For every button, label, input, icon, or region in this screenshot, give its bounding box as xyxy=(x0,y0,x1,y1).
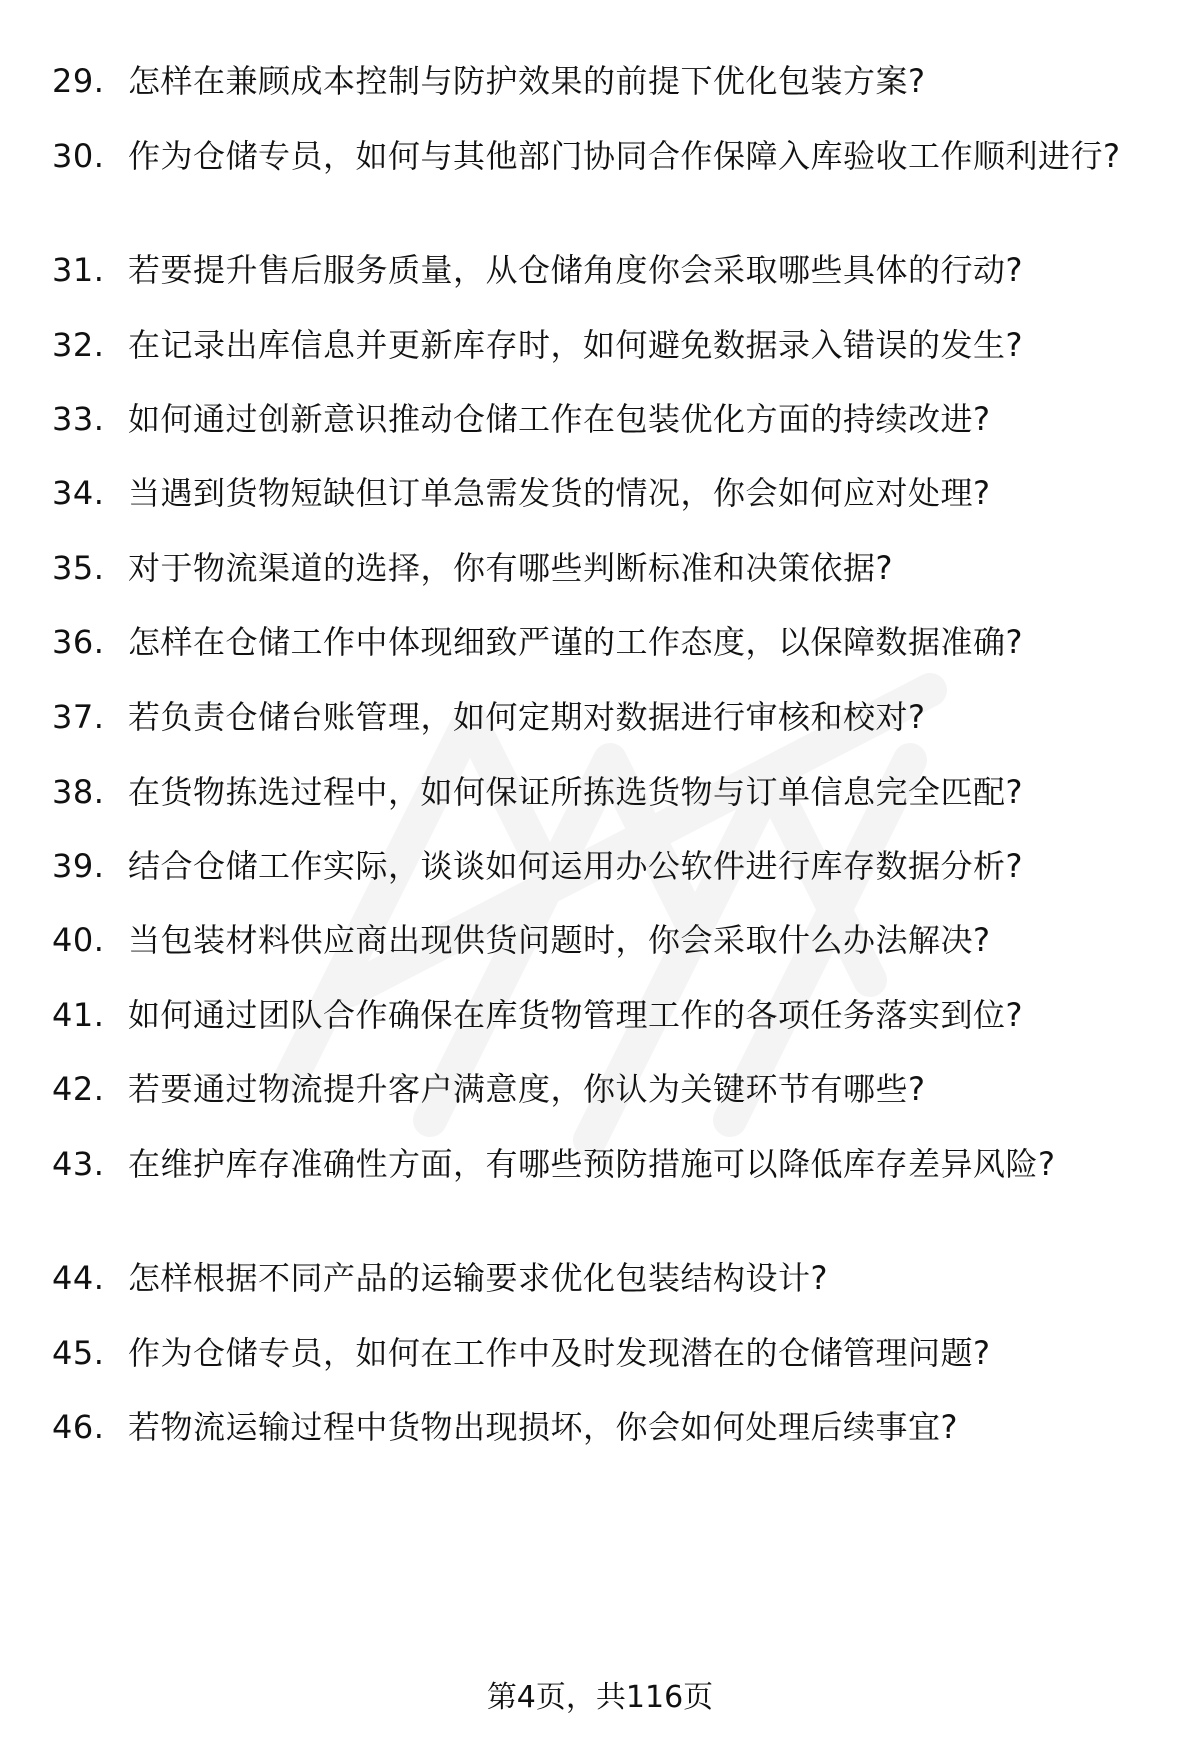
question-number: 33. xyxy=(52,400,105,438)
question-text: 若负责仓储台账管理，如何定期对数据进行审核和校对? xyxy=(128,698,926,736)
question-number: 46. xyxy=(52,1408,105,1446)
question-number: 29. xyxy=(52,62,105,100)
question-text: 在维护库存准确性方面，有哪些预防措施可以降低库存差异风险? xyxy=(128,1145,1056,1183)
page-footer: 第4页，共116页 xyxy=(486,1680,714,1715)
question-text: 结合仓储工作实际，谈谈如何运用办公软件进行库存数据分析? xyxy=(128,847,1023,885)
question-number: 30. xyxy=(52,137,105,175)
question-number: 38. xyxy=(52,773,105,811)
question-text: 怎样在兼顾成本控制与防护效果的前提下优化包装方案? xyxy=(128,62,926,100)
question-text: 作为仓储专员，如何与其他部门协同合作保障入库验收工作顺利进行? xyxy=(128,137,1121,175)
question-text: 若物流运输过程中货物出现损坏，你会如何处理后续事宜? xyxy=(128,1408,958,1446)
question-number: 44. xyxy=(52,1259,105,1297)
question-text: 怎样根据不同产品的运输要求优化包装结构设计? xyxy=(128,1259,828,1297)
question-text: 怎样在仓储工作中体现细致严谨的工作态度，以保障数据准确? xyxy=(128,623,1023,661)
question-number: 39. xyxy=(52,847,105,885)
question-number: 43. xyxy=(52,1145,105,1183)
question-number: 41. xyxy=(52,996,105,1034)
question-number: 34. xyxy=(52,474,105,512)
question-text: 在货物拣选过程中，如何保证所拣选货物与订单信息完全匹配? xyxy=(128,773,1023,811)
question-text: 在记录出库信息并更新库存时，如何避免数据录入错误的发生? xyxy=(128,326,1023,364)
question-number: 40. xyxy=(52,921,105,959)
question-text: 对于物流渠道的选择，你有哪些判断标准和决策依据? xyxy=(128,549,893,587)
question-number: 36. xyxy=(52,623,105,661)
question-text: 当包装材料供应商出现供货问题时，你会采取什么办法解决? xyxy=(128,921,991,959)
question-number: 31. xyxy=(52,251,105,289)
question-text: 当遇到货物短缺但订单急需发货的情况，你会如何应对处理? xyxy=(128,474,991,512)
question-text: 如何通过创新意识推动仓储工作在包装优化方面的持续改进? xyxy=(128,400,991,438)
question-number: 42. xyxy=(52,1070,105,1108)
question-text: 作为仓储专员，如何在工作中及时发现潜在的仓储管理问题? xyxy=(128,1334,991,1372)
question-number: 32. xyxy=(52,326,105,364)
question-number: 35. xyxy=(52,549,105,587)
question-text: 若要通过物流提升客户满意度，你认为关键环节有哪些? xyxy=(128,1070,926,1108)
question-text: 如何通过团队合作确保在库货物管理工作的各项任务落实到位? xyxy=(128,996,1023,1034)
question-text: 若要提升售后服务质量，从仓储角度你会采取哪些具体的行动? xyxy=(128,251,1023,289)
question-number: 45. xyxy=(52,1334,105,1372)
question-number: 37. xyxy=(52,698,105,736)
